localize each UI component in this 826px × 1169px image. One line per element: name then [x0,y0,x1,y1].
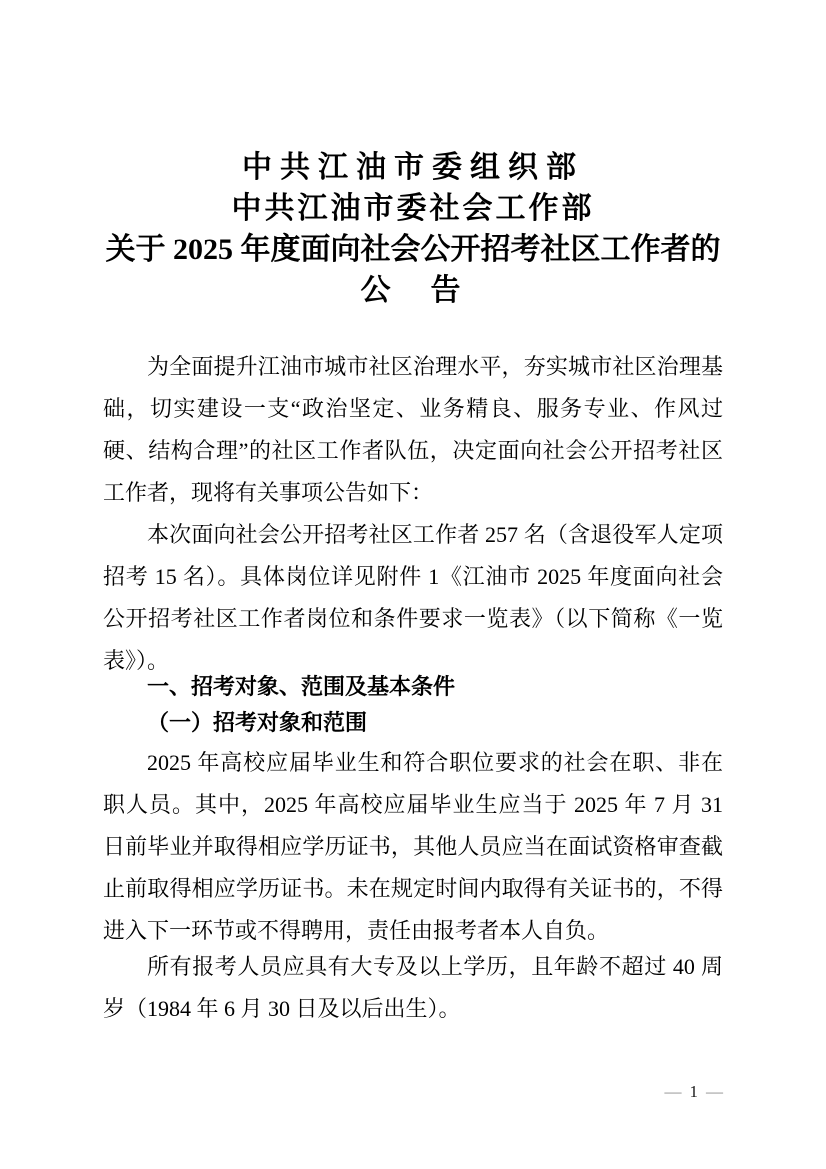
title-line-org-1: 中共江油市委组织部 [242,151,584,184]
section-heading-recruit-scope: 一、招考对象、范围及基本条件 [147,674,456,699]
paragraph-age-requirement: 所有报考人员应具有大专及以上学历，且年龄不超过 40 周岁（1984 年 6 月 30 日及以后出生）。 [103,954,723,1021]
paragraph-eligibility: 2025 年高校应届毕业生和符合职位要求的社会在职、非在职人员。其中，2025 年高校应届毕业生应当于 2025 年 7 月 31 日前毕业并取得相应学历证书，其他人员应当在面试资格审查截止前取得相应学历证书。未在规定时间内取得有关证书的，不得进入下一环节或不得聘用，责任由报考者本人自负。 [103,750,723,943]
title-line-subject: 关于 2025 年度面向社会公开招考社区工作者的 [105,233,721,266]
page-number: 1 [689,1082,698,1101]
title-line-org-2: 中共江油市委社会工作部 [231,192,595,225]
paragraph-intro: 为全面提升江油市城市社区治理水平，夯实城市社区治理基础，切实建设一支“政治坚定、业务精良、服务专业、作风过硬、结构合理”的社区工作者队伍，决定面向社会公开招考社区工作者，现将有关事项公告如下： [103,354,723,505]
footer-dash-left: — [664,1082,682,1101]
page-footer [665,1082,724,1102]
document-title [103,147,723,311]
paragraph-positions: 本次面向社会公开招考社区工作者 257 名（含退役军人定项招考 15 名）。具体岗位详见附件 1《江油市 2025 年度面向社会公开招考社区工作者岗位和条件要求一览表》（以下简称《一览表》）。 [103,522,723,673]
subsection-heading-target-scope: （一）招考对象和范围 [147,710,368,735]
title-line-notice: 公 告 [360,274,466,307]
footer-dash-right: — [706,1082,723,1101]
document-body [103,346,723,1030]
